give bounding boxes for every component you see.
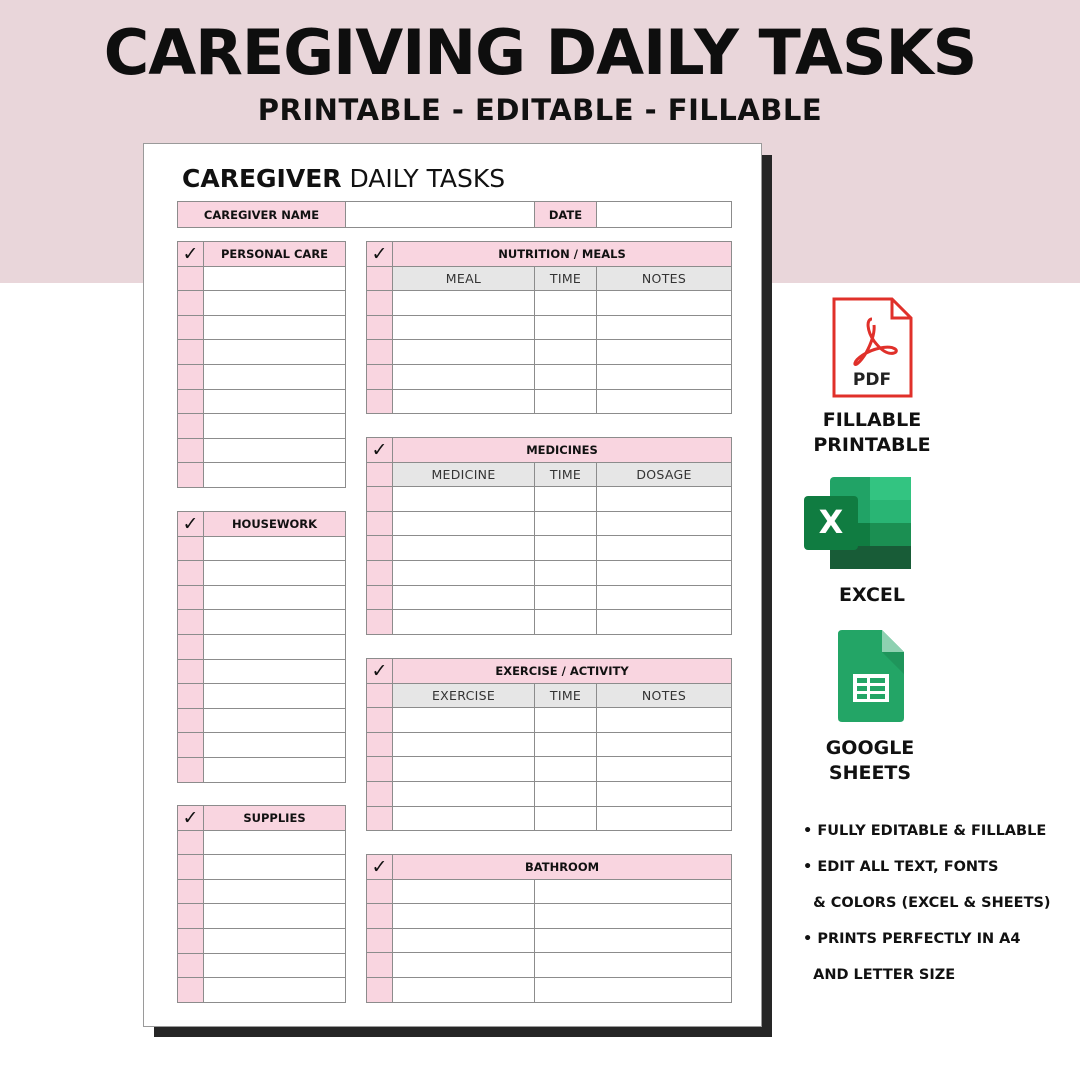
supplies-row[interactable]: [203, 830, 346, 856]
nutrition-cell[interactable]: [392, 389, 535, 415]
bathroom-cell[interactable]: [392, 903, 535, 929]
sheets-label-line2: SHEETS: [828, 762, 912, 784]
medicines-col-header: MEDICINE: [392, 462, 535, 488]
date-label: DATE: [534, 201, 597, 228]
check-mark-icon: ✓: [366, 241, 393, 267]
exercise-col-header: EXERCISE: [392, 683, 535, 709]
medicines-cell[interactable]: [392, 511, 535, 537]
nutrition-header: NUTRITION / MEALS: [392, 241, 732, 267]
exercise-cell[interactable]: [596, 806, 732, 832]
bathroom-cell[interactable]: [392, 928, 535, 954]
supplies-checkbox[interactable]: [177, 830, 204, 856]
medicines-cell[interactable]: [392, 609, 535, 635]
check-mark-icon: ✓: [177, 511, 204, 537]
task-sheet: [143, 143, 762, 1027]
nutrition-checkbox[interactable]: [366, 290, 393, 316]
nutrition-cell[interactable]: [596, 339, 732, 365]
pdf-badge: PDF: [852, 370, 892, 390]
personal_care-row[interactable]: [203, 438, 346, 464]
feature-item: & COLORS (EXCEL & SHEETS): [803, 895, 1051, 911]
supplies-row[interactable]: [203, 953, 346, 979]
supplies-checkbox[interactable]: [177, 977, 204, 1003]
housework-row[interactable]: [203, 536, 346, 562]
supplies-row[interactable]: [203, 903, 346, 929]
housework-row[interactable]: [203, 585, 346, 611]
housework-checkbox[interactable]: [177, 536, 204, 562]
medicines-header: MEDICINES: [392, 437, 732, 463]
medicines-col-header: DOSAGE: [596, 462, 732, 488]
sheets-label-line1: GOOGLE: [825, 737, 915, 759]
banner-title: CAREGIVING DAILY TASKS: [103, 16, 977, 89]
nutrition-col-header: MEAL: [392, 266, 535, 292]
personal_care-checkbox[interactable]: [177, 266, 204, 292]
medicines-cell[interactable]: [392, 486, 535, 512]
medicines-cell[interactable]: [392, 560, 535, 586]
medicines-checkbox[interactable]: [366, 535, 393, 561]
caregiver-name-field[interactable]: [345, 201, 535, 228]
bathroom-cell[interactable]: [392, 879, 535, 905]
exercise-cell[interactable]: [534, 756, 597, 782]
exercise-cell[interactable]: [534, 806, 597, 832]
nutrition-checkbox[interactable]: [366, 315, 393, 341]
housework-row[interactable]: [203, 683, 346, 709]
excel-label: EXCEL: [839, 584, 905, 606]
pdf-label-line2: PRINTABLE: [813, 434, 931, 456]
medicines-cell[interactable]: [596, 535, 732, 561]
housework-checkbox[interactable]: [177, 732, 204, 758]
sheet-title-light: DAILY TASKS: [349, 164, 506, 193]
personal_care-row[interactable]: [203, 290, 346, 316]
supplies-row[interactable]: [203, 854, 346, 880]
nutrition-cell[interactable]: [534, 315, 597, 341]
google-sheets-icon: [836, 629, 906, 723]
housework-row[interactable]: [203, 634, 346, 660]
medicines-checkbox[interactable]: [366, 560, 393, 586]
housework-header: HOUSEWORK: [203, 511, 346, 537]
nutrition-cell[interactable]: [596, 389, 732, 415]
housework-row[interactable]: [203, 659, 346, 685]
bathroom-cell[interactable]: [534, 903, 732, 929]
supplies-checkbox[interactable]: [177, 879, 204, 905]
medicines-cell[interactable]: [534, 585, 597, 611]
personal_care-row[interactable]: [203, 462, 346, 488]
personal_care-row[interactable]: [203, 339, 346, 365]
nutrition-col-header: NOTES: [596, 266, 732, 292]
nutrition-checkbox[interactable]: [366, 339, 393, 365]
bathroom-checkbox[interactable]: [366, 977, 393, 1003]
medicines-cell[interactable]: [534, 486, 597, 512]
check-mark-icon: ✓: [366, 437, 393, 463]
bathroom-cell[interactable]: [392, 977, 535, 1003]
nutrition-cell[interactable]: [392, 290, 535, 316]
exercise-cell[interactable]: [596, 756, 732, 782]
supplies-row[interactable]: [203, 928, 346, 954]
excel-icon: [804, 476, 912, 570]
nutrition-checkbox[interactable]: [366, 266, 393, 292]
medicines-cell[interactable]: [534, 535, 597, 561]
exercise-checkbox[interactable]: [366, 707, 393, 733]
medicines-cell[interactable]: [392, 585, 535, 611]
supplies-header: SUPPLIES: [203, 805, 346, 831]
housework-checkbox[interactable]: [177, 659, 204, 685]
bathroom-cell[interactable]: [534, 879, 732, 905]
supplies-checkbox[interactable]: [177, 953, 204, 979]
nutrition-col-header: TIME: [534, 266, 597, 292]
personal_care-checkbox[interactable]: [177, 364, 204, 390]
bathroom-header: BATHROOM: [392, 854, 732, 880]
supplies-row[interactable]: [203, 879, 346, 905]
feature-list: [803, 820, 1073, 1000]
sheets-label: [790, 736, 950, 786]
medicines-checkbox[interactable]: [366, 486, 393, 512]
personal_care-checkbox[interactable]: [177, 339, 204, 365]
pdf-label-line1: FILLABLE: [822, 409, 922, 431]
feature-item: • EDIT ALL TEXT, FONTS: [803, 859, 999, 875]
medicines-cell[interactable]: [534, 609, 597, 635]
exercise-cell[interactable]: [392, 707, 535, 733]
date-field[interactable]: [596, 201, 732, 228]
housework-row[interactable]: [203, 609, 346, 635]
supplies-row[interactable]: [203, 977, 346, 1003]
exercise-col-header: TIME: [534, 683, 597, 709]
housework-row[interactable]: [203, 732, 346, 758]
medicines-cell[interactable]: [596, 585, 732, 611]
exercise-checkbox[interactable]: [366, 756, 393, 782]
supplies-checkbox[interactable]: [177, 854, 204, 880]
feature-item: • PRINTS PERFECTLY IN A4: [803, 931, 1021, 947]
housework-checkbox[interactable]: [177, 609, 204, 635]
nutrition-cell[interactable]: [596, 290, 732, 316]
personal_care-header: PERSONAL CARE: [203, 241, 346, 267]
bathroom-cell[interactable]: [534, 928, 732, 954]
personal_care-row[interactable]: [203, 413, 346, 439]
personal_care-checkbox[interactable]: [177, 462, 204, 488]
nutrition-cell[interactable]: [392, 339, 535, 365]
svg-text:X: X: [818, 503, 844, 541]
medicines-checkbox[interactable]: [366, 511, 393, 537]
nutrition-cell[interactable]: [534, 290, 597, 316]
banner-subtitle: PRINTABLE - EDITABLE - FILLABLE: [257, 93, 823, 127]
exercise-cell[interactable]: [392, 756, 535, 782]
housework-row[interactable]: [203, 708, 346, 734]
personal_care-checkbox[interactable]: [177, 389, 204, 415]
bathroom-cell[interactable]: [392, 952, 535, 978]
medicines-checkbox[interactable]: [366, 609, 393, 635]
personal_care-row[interactable]: [203, 315, 346, 341]
feature-item: • FULLY EDITABLE & FILLABLE: [803, 823, 1047, 839]
housework-row[interactable]: [203, 757, 346, 783]
nutrition-checkbox[interactable]: [366, 389, 393, 415]
supplies-checkbox[interactable]: [177, 928, 204, 954]
pdf-label: [790, 408, 954, 458]
medicines-checkbox[interactable]: [366, 462, 393, 488]
personal_care-checkbox[interactable]: [177, 315, 204, 341]
housework-checkbox[interactable]: [177, 683, 204, 709]
nutrition-cell[interactable]: [596, 315, 732, 341]
bathroom-cell[interactable]: [534, 952, 732, 978]
medicines-cell[interactable]: [392, 535, 535, 561]
exercise-cell[interactable]: [392, 732, 535, 758]
personal_care-checkbox[interactable]: [177, 413, 204, 439]
medicines-cell[interactable]: [534, 560, 597, 586]
bathroom-cell[interactable]: [534, 977, 732, 1003]
personal_care-checkbox[interactable]: [177, 438, 204, 464]
medicines-cell[interactable]: [596, 560, 732, 586]
nutrition-cell[interactable]: [392, 315, 535, 341]
exercise-cell[interactable]: [392, 806, 535, 832]
nutrition-cell[interactable]: [534, 389, 597, 415]
check-mark-icon: ✓: [366, 658, 393, 684]
check-mark-icon: ✓: [177, 241, 204, 267]
medicines-cell[interactable]: [596, 609, 732, 635]
bathroom-checkbox[interactable]: [366, 903, 393, 929]
exercise-col-header: NOTES: [596, 683, 732, 709]
exercise-cell[interactable]: [392, 781, 535, 807]
exercise-cell[interactable]: [596, 707, 732, 733]
personal_care-checkbox[interactable]: [177, 290, 204, 316]
exercise-cell[interactable]: [534, 781, 597, 807]
check-mark-icon: ✓: [177, 805, 204, 831]
pdf-icon: [830, 297, 914, 399]
supplies-checkbox[interactable]: [177, 903, 204, 929]
medicines-cell[interactable]: [596, 511, 732, 537]
housework-checkbox[interactable]: [177, 757, 204, 783]
personal_care-row[interactable]: [203, 266, 346, 292]
exercise-cell[interactable]: [596, 781, 732, 807]
sheet-title: [182, 162, 505, 196]
exercise-checkbox[interactable]: [366, 781, 393, 807]
exercise-cell[interactable]: [534, 732, 597, 758]
medicines-cell[interactable]: [596, 486, 732, 512]
exercise-cell[interactable]: [534, 707, 597, 733]
medicines-cell[interactable]: [534, 511, 597, 537]
personal_care-row[interactable]: [203, 389, 346, 415]
sheet-title-bold: CAREGIVER: [182, 164, 342, 193]
nutrition-cell[interactable]: [534, 339, 597, 365]
exercise-checkbox[interactable]: [366, 732, 393, 758]
housework-checkbox[interactable]: [177, 708, 204, 734]
exercise-checkbox[interactable]: [366, 683, 393, 709]
exercise-checkbox[interactable]: [366, 806, 393, 832]
nutrition-cell[interactable]: [392, 364, 535, 390]
caregiver-name-label: CAREGIVER NAME: [177, 201, 346, 228]
exercise-header: EXERCISE / ACTIVITY: [392, 658, 732, 684]
bathroom-checkbox[interactable]: [366, 928, 393, 954]
personal_care-row[interactable]: [203, 364, 346, 390]
check-mark-icon: ✓: [366, 854, 393, 880]
exercise-cell[interactable]: [596, 732, 732, 758]
housework-checkbox[interactable]: [177, 560, 204, 586]
feature-item: AND LETTER SIZE: [803, 967, 956, 983]
housework-checkbox[interactable]: [177, 634, 204, 660]
bathroom-checkbox[interactable]: [366, 879, 393, 905]
housework-row[interactable]: [203, 560, 346, 586]
nutrition-cell[interactable]: [596, 364, 732, 390]
housework-checkbox[interactable]: [177, 585, 204, 611]
medicines-checkbox[interactable]: [366, 585, 393, 611]
nutrition-cell[interactable]: [534, 364, 597, 390]
medicines-col-header: TIME: [534, 462, 597, 488]
bathroom-checkbox[interactable]: [366, 952, 393, 978]
nutrition-checkbox[interactable]: [366, 364, 393, 390]
